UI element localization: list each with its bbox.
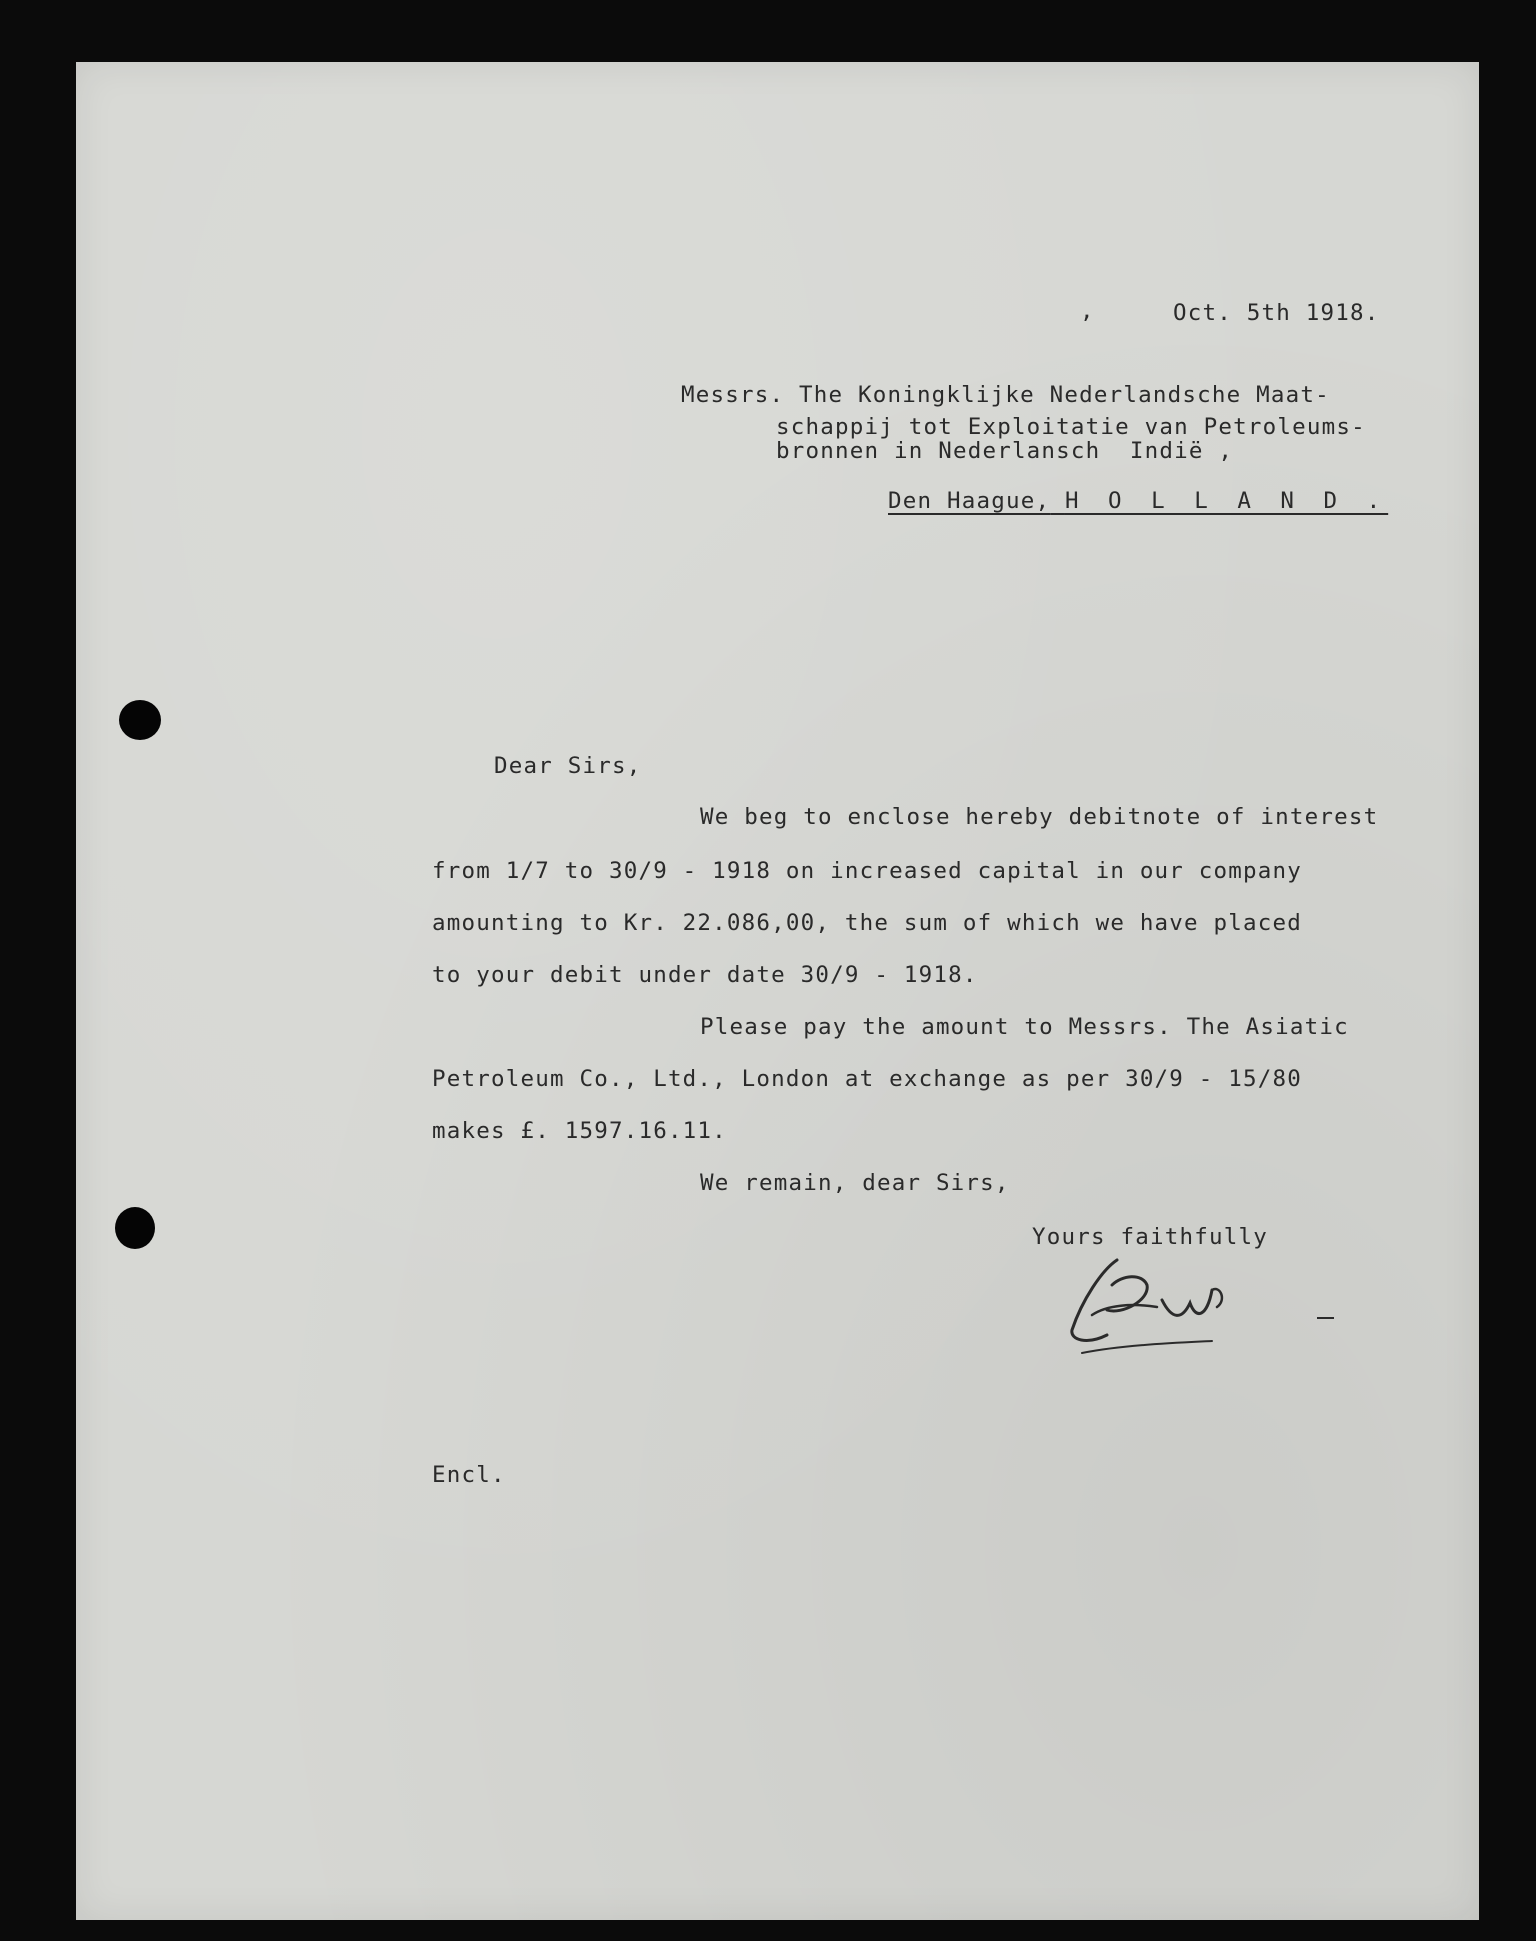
body-line-1: We beg to enclose hereby debitnote of interest xyxy=(700,804,1379,830)
body-line-6: Petroleum Co., Ltd., London at exchange as per 30/9 - 15/80 xyxy=(432,1066,1303,1092)
salutation: Dear Sirs, xyxy=(494,753,642,779)
closing-faithfully: Yours faithfully xyxy=(1032,1224,1268,1250)
recipient-line-2: schappij tot Exploitatie van Petroleums- xyxy=(776,414,1366,440)
recipient-country: H O L L A N D . xyxy=(1064,488,1389,514)
handwritten-signature xyxy=(1062,1245,1342,1365)
recipient-address xyxy=(888,490,1388,513)
recipient-line-1: Messrs. The Koningklijke Nederlandsche Maat- xyxy=(681,382,1330,408)
enclosure-note: Encl. xyxy=(432,1462,506,1488)
comma-mark: , xyxy=(1080,298,1095,324)
recipient-city: Den Haague, xyxy=(888,488,1051,514)
body-line-7: makes £. 1597.16.11. xyxy=(432,1118,727,1144)
body-line-5: Please pay the amount to Messrs. The Asiatic xyxy=(700,1014,1349,1040)
letter-sheet xyxy=(76,62,1479,1920)
closing-remain: We remain, dear Sirs, xyxy=(700,1170,1010,1196)
body-line-4: to your debit under date 30/9 - 1918. xyxy=(432,962,978,988)
body-line-3: amounting to Kr. 22.086,00, the sum of which we have placed xyxy=(432,910,1303,936)
punch-hole-top xyxy=(119,700,161,740)
body-line-2: from 1/7 to 30/9 - 1918 on increased capital in our company xyxy=(432,858,1303,884)
recipient-line-3: bronnen in Nederlansch Indië , xyxy=(776,438,1234,464)
letter-date: Oct. 5th 1918. xyxy=(1173,300,1380,326)
punch-hole-bottom xyxy=(115,1207,155,1249)
